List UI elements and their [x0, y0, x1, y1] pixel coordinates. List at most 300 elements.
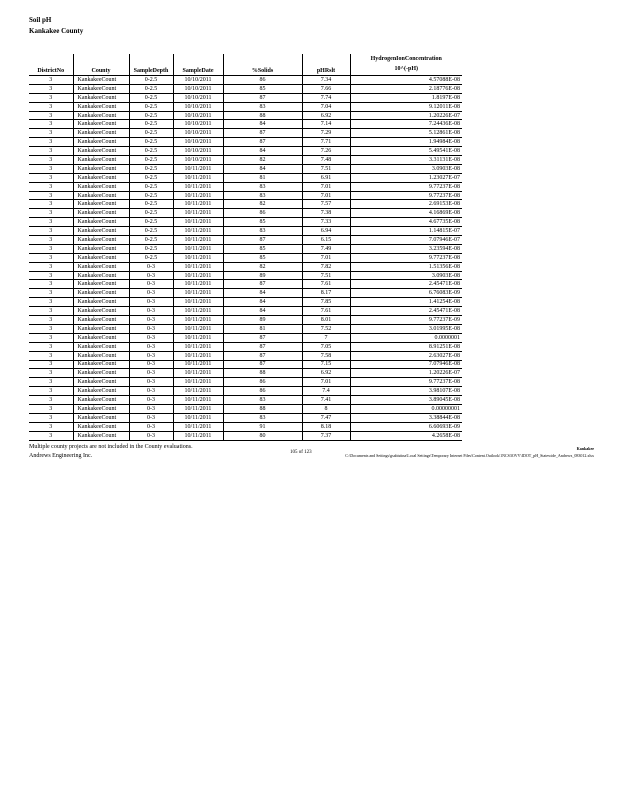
- cell-sample-depth: 0-3: [129, 378, 173, 387]
- cell-hydrogen-ion: 2.18776E-08: [350, 84, 462, 93]
- cell-county: KankakeeCount: [73, 342, 129, 351]
- cell-district-no: 3: [29, 147, 73, 156]
- table-row: [29, 307, 462, 316]
- table-row: [29, 76, 462, 85]
- cell-district-no: 3: [29, 413, 73, 422]
- table-row: [29, 200, 462, 209]
- cell-district-no: 3: [29, 164, 73, 173]
- cell-county: KankakeeCount: [73, 351, 129, 360]
- table-row: [29, 227, 462, 236]
- table-row: [29, 138, 462, 147]
- cell-county: KankakeeCount: [73, 289, 129, 298]
- cell-county: KankakeeCount: [73, 147, 129, 156]
- cell-county: KankakeeCount: [73, 253, 129, 262]
- cell-sample-depth: 0-3: [129, 431, 173, 440]
- cell-hydrogen-ion: 2.45471E-08: [350, 280, 462, 289]
- cell-district-no: 3: [29, 191, 73, 200]
- cell-sample-depth: 0-2.5: [129, 102, 173, 111]
- cell-hydrogen-ion: 3.89045E-08: [350, 396, 462, 405]
- cell-hydrogen-ion: 0.0000001: [350, 333, 462, 342]
- cell-percent-solids: 86: [223, 76, 302, 85]
- cell-ph-result: 6.94: [302, 227, 350, 236]
- cell-sample-depth: 0-2.5: [129, 138, 173, 147]
- cell-hydrogen-ion: 9.12011E-08: [350, 102, 462, 111]
- cell-hydrogen-ion: 1.23027E-07: [350, 173, 462, 182]
- cell-sample-date: 10/10/2011: [173, 93, 223, 102]
- cell-sample-depth: 0-3: [129, 298, 173, 307]
- cell-sample-depth: 0-3: [129, 422, 173, 431]
- cell-district-no: 3: [29, 298, 73, 307]
- cell-county: KankakeeCount: [73, 111, 129, 120]
- cell-hydrogen-ion: 3.31131E-08: [350, 156, 462, 165]
- cell-percent-solids: 87: [223, 351, 302, 360]
- cell-district-no: 3: [29, 173, 73, 182]
- cell-district-no: 3: [29, 244, 73, 253]
- cell-sample-date: 10/11/2011: [173, 227, 223, 236]
- cell-ph-result: 7.37: [302, 431, 350, 440]
- report-header: [29, 15, 83, 37]
- cell-ph-result: 7.61: [302, 307, 350, 316]
- cell-ph-result: 6.92: [302, 369, 350, 378]
- cell-county: KankakeeCount: [73, 76, 129, 85]
- cell-district-no: 3: [29, 316, 73, 325]
- cell-county: KankakeeCount: [73, 333, 129, 342]
- table-row: [29, 324, 462, 333]
- cell-sample-date: 10/11/2011: [173, 351, 223, 360]
- cell-ph-result: 7.4: [302, 387, 350, 396]
- cell-county: KankakeeCount: [73, 227, 129, 236]
- cell-sample-date: 10/11/2011: [173, 307, 223, 316]
- cell-sample-date: 10/11/2011: [173, 360, 223, 369]
- cell-sample-date: 10/11/2011: [173, 262, 223, 271]
- cell-ph-result: 7.04: [302, 102, 350, 111]
- cell-percent-solids: 81: [223, 324, 302, 333]
- company-name: Andrews Engineering Inc.: [29, 453, 93, 459]
- cell-ph-result: 8.17: [302, 289, 350, 298]
- cell-sample-depth: 0-2.5: [129, 227, 173, 236]
- table-row: [29, 218, 462, 227]
- cell-county: KankakeeCount: [73, 316, 129, 325]
- cell-hydrogen-ion: 9.77237E-08: [350, 182, 462, 191]
- cell-ph-result: 7.71: [302, 138, 350, 147]
- cell-district-no: 3: [29, 342, 73, 351]
- table-row: [29, 262, 462, 271]
- cell-sample-date: 10/11/2011: [173, 378, 223, 387]
- cell-sample-depth: 0-3: [129, 342, 173, 351]
- cell-ph-result: 7.41: [302, 396, 350, 405]
- cell-district-no: 3: [29, 262, 73, 271]
- cell-sample-date: 10/11/2011: [173, 200, 223, 209]
- cell-hydrogen-ion: 4.67735E-08: [350, 218, 462, 227]
- table-row: [29, 164, 462, 173]
- cell-county: KankakeeCount: [73, 324, 129, 333]
- cell-county: KankakeeCount: [73, 360, 129, 369]
- table-row: [29, 422, 462, 431]
- cell-percent-solids: 88: [223, 369, 302, 378]
- cell-sample-depth: 0-2.5: [129, 147, 173, 156]
- cell-district-no: 3: [29, 289, 73, 298]
- table-row: [29, 280, 462, 289]
- cell-hydrogen-ion: 1.51356E-08: [350, 262, 462, 271]
- cell-percent-solids: 87: [223, 129, 302, 138]
- cell-sample-depth: 0-2.5: [129, 120, 173, 129]
- cell-ph-result: 7.01: [302, 191, 350, 200]
- cell-ph-result: 7.05: [302, 342, 350, 351]
- cell-district-no: 3: [29, 120, 73, 129]
- cell-ph-result: 7.15: [302, 360, 350, 369]
- cell-sample-date: 10/11/2011: [173, 431, 223, 440]
- cell-percent-solids: 83: [223, 413, 302, 422]
- cell-ph-result: 7.33: [302, 218, 350, 227]
- cell-sample-depth: 0-3: [129, 289, 173, 298]
- cell-sample-date: 10/10/2011: [173, 156, 223, 165]
- cell-ph-result: 7: [302, 333, 350, 342]
- cell-hydrogen-ion: 1.41254E-08: [350, 298, 462, 307]
- cell-hydrogen-ion: 2.69153E-08: [350, 200, 462, 209]
- cell-ph-result: 7.38: [302, 209, 350, 218]
- table-row: [29, 404, 462, 413]
- cell-ph-result: 7.47: [302, 413, 350, 422]
- cell-percent-solids: 85: [223, 244, 302, 253]
- cell-percent-solids: 84: [223, 298, 302, 307]
- cell-county: KankakeeCount: [73, 387, 129, 396]
- cell-district-no: 3: [29, 280, 73, 289]
- cell-district-no: 3: [29, 396, 73, 405]
- cell-hydrogen-ion: 2.63027E-08: [350, 351, 462, 360]
- cell-percent-solids: 85: [223, 84, 302, 93]
- table-row: [29, 253, 462, 262]
- cell-sample-depth: 0-3: [129, 404, 173, 413]
- cell-hydrogen-ion: 3.23594E-08: [350, 244, 462, 253]
- cell-percent-solids: 87: [223, 280, 302, 289]
- report-subtitle: Kankakee County: [29, 27, 84, 35]
- cell-county: KankakeeCount: [73, 200, 129, 209]
- cell-ph-result: 7.61: [302, 280, 350, 289]
- cell-county: KankakeeCount: [73, 173, 129, 182]
- cell-sample-date: 10/10/2011: [173, 76, 223, 85]
- cell-sample-depth: 0-2.5: [129, 218, 173, 227]
- cell-sample-depth: 0-2.5: [129, 182, 173, 191]
- cell-ph-result: 7.26: [302, 147, 350, 156]
- table-row: [29, 147, 462, 156]
- cell-hydrogen-ion: 0.00000001: [350, 404, 462, 413]
- cell-ph-result: 8: [302, 404, 350, 413]
- cell-sample-date: 10/11/2011: [173, 236, 223, 245]
- cell-percent-solids: 80: [223, 431, 302, 440]
- cell-ph-result: 7.49: [302, 244, 350, 253]
- cell-percent-solids: 87: [223, 236, 302, 245]
- cell-percent-solids: 82: [223, 262, 302, 271]
- cell-sample-depth: 0-3: [129, 360, 173, 369]
- cell-ph-result: 7.01: [302, 378, 350, 387]
- cell-sample-depth: 0-2.5: [129, 164, 173, 173]
- cell-hydrogen-ion: 1.14815E-07: [350, 227, 462, 236]
- cell-percent-solids: 86: [223, 387, 302, 396]
- cell-percent-solids: 89: [223, 271, 302, 280]
- report-title: Soil pH: [29, 16, 52, 24]
- cell-district-no: 3: [29, 218, 73, 227]
- cell-sample-date: 10/10/2011: [173, 84, 223, 93]
- cell-percent-solids: 85: [223, 253, 302, 262]
- table-row: [29, 396, 462, 405]
- footer-county: Kankakee: [576, 446, 594, 451]
- cell-ph-result: 6.92: [302, 111, 350, 120]
- cell-county: KankakeeCount: [73, 138, 129, 147]
- table-row: [29, 298, 462, 307]
- cell-sample-depth: 0-3: [129, 369, 173, 378]
- cell-sample-depth: 0-2.5: [129, 191, 173, 200]
- cell-district-no: 3: [29, 84, 73, 93]
- cell-district-no: 3: [29, 324, 73, 333]
- cell-hydrogen-ion: 2.45471E-08: [350, 307, 462, 316]
- cell-sample-date: 10/10/2011: [173, 129, 223, 138]
- cell-sample-depth: 0-3: [129, 280, 173, 289]
- cell-sample-depth: 0-2.5: [129, 93, 173, 102]
- cell-district-no: 3: [29, 387, 73, 396]
- cell-county: KankakeeCount: [73, 431, 129, 440]
- cell-sample-date: 10/10/2011: [173, 102, 223, 111]
- cell-hydrogen-ion: 4.57088E-08: [350, 76, 462, 85]
- table-row: [29, 236, 462, 245]
- cell-county: KankakeeCount: [73, 102, 129, 111]
- cell-sample-depth: 0-3: [129, 271, 173, 280]
- cell-county: KankakeeCount: [73, 156, 129, 165]
- cell-sample-date: 10/11/2011: [173, 387, 223, 396]
- table-row: [29, 156, 462, 165]
- table-row: [29, 431, 462, 440]
- cell-hydrogen-ion: 9.77237E-08: [350, 378, 462, 387]
- cell-hydrogen-ion: 7.07946E-08: [350, 360, 462, 369]
- cell-hydrogen-ion: 9.77237E-08: [350, 191, 462, 200]
- cell-sample-date: 10/11/2011: [173, 271, 223, 280]
- cell-sample-date: 10/11/2011: [173, 244, 223, 253]
- cell-hydrogen-ion: 3.0903E-08: [350, 164, 462, 173]
- cell-percent-solids: 88: [223, 404, 302, 413]
- table-row: [29, 378, 462, 387]
- cell-county: KankakeeCount: [73, 307, 129, 316]
- cell-sample-date: 10/11/2011: [173, 396, 223, 405]
- cell-county: KankakeeCount: [73, 244, 129, 253]
- cell-district-no: 3: [29, 236, 73, 245]
- cell-ph-result: 7.57: [302, 200, 350, 209]
- cell-sample-depth: 0-2.5: [129, 129, 173, 138]
- cell-sample-depth: 0-2.5: [129, 76, 173, 85]
- cell-county: KankakeeCount: [73, 298, 129, 307]
- cell-percent-solids: 84: [223, 120, 302, 129]
- cell-hydrogen-ion: 9.77237E-09: [350, 316, 462, 325]
- cell-ph-result: 7.85: [302, 298, 350, 307]
- cell-county: KankakeeCount: [73, 404, 129, 413]
- cell-sample-date: 10/10/2011: [173, 147, 223, 156]
- cell-county: KankakeeCount: [73, 218, 129, 227]
- cell-ph-result: 7.51: [302, 271, 350, 280]
- cell-county: KankakeeCount: [73, 209, 129, 218]
- table-row: [29, 93, 462, 102]
- cell-district-no: 3: [29, 378, 73, 387]
- table-row: [29, 289, 462, 298]
- footnote: Multiple county projects are not included in the County evaluations.: [29, 444, 193, 450]
- table-row: [29, 387, 462, 396]
- cell-percent-solids: 81: [223, 173, 302, 182]
- header-hydrogen-ion-concentration: HydrogenIonConcentration 10^(-pH): [350, 54, 462, 76]
- cell-percent-solids: 84: [223, 307, 302, 316]
- cell-ph-result: 7.58: [302, 351, 350, 360]
- cell-county: KankakeeCount: [73, 164, 129, 173]
- table-row: [29, 244, 462, 253]
- cell-district-no: 3: [29, 138, 73, 147]
- cell-sample-depth: 0-3: [129, 396, 173, 405]
- cell-hydrogen-ion: 5.12861E-08: [350, 129, 462, 138]
- cell-sample-depth: 0-2.5: [129, 173, 173, 182]
- cell-ph-result: 7.66: [302, 84, 350, 93]
- cell-sample-date: 10/11/2011: [173, 333, 223, 342]
- table-row: [29, 342, 462, 351]
- cell-sample-date: 10/11/2011: [173, 209, 223, 218]
- cell-district-no: 3: [29, 76, 73, 85]
- cell-hydrogen-ion: 3.38844E-08: [350, 413, 462, 422]
- cell-sample-date: 10/11/2011: [173, 324, 223, 333]
- cell-ph-result: 7.82: [302, 262, 350, 271]
- cell-hydrogen-ion: 7.24436E-08: [350, 120, 462, 129]
- cell-sample-date: 10/11/2011: [173, 404, 223, 413]
- cell-hydrogen-ion: 5.49541E-08: [350, 147, 462, 156]
- cell-percent-solids: 83: [223, 182, 302, 191]
- header-sample-depth: SampleDepth: [129, 54, 173, 76]
- table-row: [29, 209, 462, 218]
- cell-percent-solids: 82: [223, 156, 302, 165]
- cell-sample-date: 10/11/2011: [173, 316, 223, 325]
- header-percent-solids: %Solids: [223, 54, 302, 76]
- cell-sample-date: 10/11/2011: [173, 182, 223, 191]
- cell-ph-result: 7.52: [302, 324, 350, 333]
- cell-district-no: 3: [29, 102, 73, 111]
- cell-county: KankakeeCount: [73, 378, 129, 387]
- cell-percent-solids: 82: [223, 200, 302, 209]
- table-row: [29, 173, 462, 182]
- page-number: 105 of 123: [290, 450, 312, 455]
- cell-sample-depth: 0-2.5: [129, 244, 173, 253]
- cell-sample-date: 10/11/2011: [173, 289, 223, 298]
- cell-hydrogen-ion: 4.2658E-08: [350, 431, 462, 440]
- soil-ph-table: [29, 54, 462, 441]
- cell-district-no: 3: [29, 431, 73, 440]
- cell-percent-solids: 84: [223, 289, 302, 298]
- cell-sample-date: 10/11/2011: [173, 342, 223, 351]
- cell-hydrogen-ion: 1.94984E-08: [350, 138, 462, 147]
- cell-hydrogen-ion: 3.98107E-08: [350, 387, 462, 396]
- table-body: [29, 76, 462, 441]
- cell-county: KankakeeCount: [73, 93, 129, 102]
- table-row: [29, 120, 462, 129]
- cell-district-no: 3: [29, 422, 73, 431]
- cell-percent-solids: 84: [223, 147, 302, 156]
- cell-ph-result: 7.74: [302, 93, 350, 102]
- cell-sample-date: 10/10/2011: [173, 111, 223, 120]
- cell-sample-date: 10/11/2011: [173, 280, 223, 289]
- table-row: [29, 191, 462, 200]
- cell-district-no: 3: [29, 333, 73, 342]
- cell-district-no: 3: [29, 307, 73, 316]
- table-row: [29, 369, 462, 378]
- cell-ph-result: 7.51: [302, 164, 350, 173]
- cell-hydrogen-ion: 8.91251E-08: [350, 342, 462, 351]
- cell-district-no: 3: [29, 93, 73, 102]
- cell-hydrogen-ion: 6.76083E-09: [350, 289, 462, 298]
- cell-hydrogen-ion: 6.60693E-09: [350, 422, 462, 431]
- table-row: [29, 182, 462, 191]
- cell-ph-result: 8.18: [302, 422, 350, 431]
- table-row: [29, 360, 462, 369]
- cell-sample-depth: 0-2.5: [129, 209, 173, 218]
- cell-percent-solids: 85: [223, 218, 302, 227]
- cell-ph-result: 8.01: [302, 316, 350, 325]
- cell-district-no: 3: [29, 253, 73, 262]
- cell-percent-solids: 83: [223, 191, 302, 200]
- cell-ph-result: 7.01: [302, 253, 350, 262]
- cell-county: KankakeeCount: [73, 262, 129, 271]
- cell-district-no: 3: [29, 111, 73, 120]
- cell-sample-depth: 0-3: [129, 387, 173, 396]
- cell-county: KankakeeCount: [73, 236, 129, 245]
- cell-sample-date: 10/11/2011: [173, 413, 223, 422]
- cell-sample-depth: 0-2.5: [129, 200, 173, 209]
- cell-sample-depth: 0-2.5: [129, 111, 173, 120]
- cell-percent-solids: 86: [223, 378, 302, 387]
- cell-county: KankakeeCount: [73, 271, 129, 280]
- cell-hydrogen-ion: 3.01995E-08: [350, 324, 462, 333]
- cell-percent-solids: 91: [223, 422, 302, 431]
- cell-percent-solids: 87: [223, 333, 302, 342]
- cell-ph-result: 6.91: [302, 173, 350, 182]
- cell-ph-result: 7.29: [302, 129, 350, 138]
- table-row: [29, 111, 462, 120]
- header-ph-result: pHRslt: [302, 54, 350, 76]
- cell-percent-solids: 83: [223, 396, 302, 405]
- table-row: [29, 413, 462, 422]
- cell-district-no: 3: [29, 404, 73, 413]
- table-row: [29, 84, 462, 93]
- cell-percent-solids: 87: [223, 342, 302, 351]
- header-county: County: [73, 54, 129, 76]
- cell-hydrogen-ion: 1.20226E-07: [350, 111, 462, 120]
- cell-hydrogen-ion: 1.8197E-08: [350, 93, 462, 102]
- cell-county: KankakeeCount: [73, 422, 129, 431]
- cell-hydrogen-ion: 1.20226E-07: [350, 369, 462, 378]
- cell-sample-date: 10/11/2011: [173, 218, 223, 227]
- cell-county: KankakeeCount: [73, 120, 129, 129]
- cell-district-no: 3: [29, 271, 73, 280]
- cell-hydrogen-ion: 3.0903E-08: [350, 271, 462, 280]
- table-row: [29, 102, 462, 111]
- table-row: [29, 316, 462, 325]
- cell-ph-result: 7.14: [302, 120, 350, 129]
- table-row: [29, 271, 462, 280]
- cell-county: KankakeeCount: [73, 182, 129, 191]
- cell-percent-solids: 88: [223, 111, 302, 120]
- cell-county: KankakeeCount: [73, 191, 129, 200]
- cell-percent-solids: 84: [223, 164, 302, 173]
- file-path: C:\Documents and Settings\gsabistina\Local Settings\Temporary Internet Files\Content.Outlook\1NCS3OVV\IDOT_pH_Statewide_Andrews_083012.xlsx: [345, 453, 594, 458]
- cell-sample-depth: 0-3: [129, 324, 173, 333]
- cell-sample-date: 10/11/2011: [173, 253, 223, 262]
- cell-sample-date: 10/11/2011: [173, 191, 223, 200]
- cell-county: KankakeeCount: [73, 396, 129, 405]
- cell-sample-date: 10/11/2011: [173, 422, 223, 431]
- cell-hydrogen-ion: 7.07946E-07: [350, 236, 462, 245]
- cell-district-no: 3: [29, 156, 73, 165]
- cell-sample-depth: 0-3: [129, 413, 173, 422]
- table-header-row: [29, 54, 462, 76]
